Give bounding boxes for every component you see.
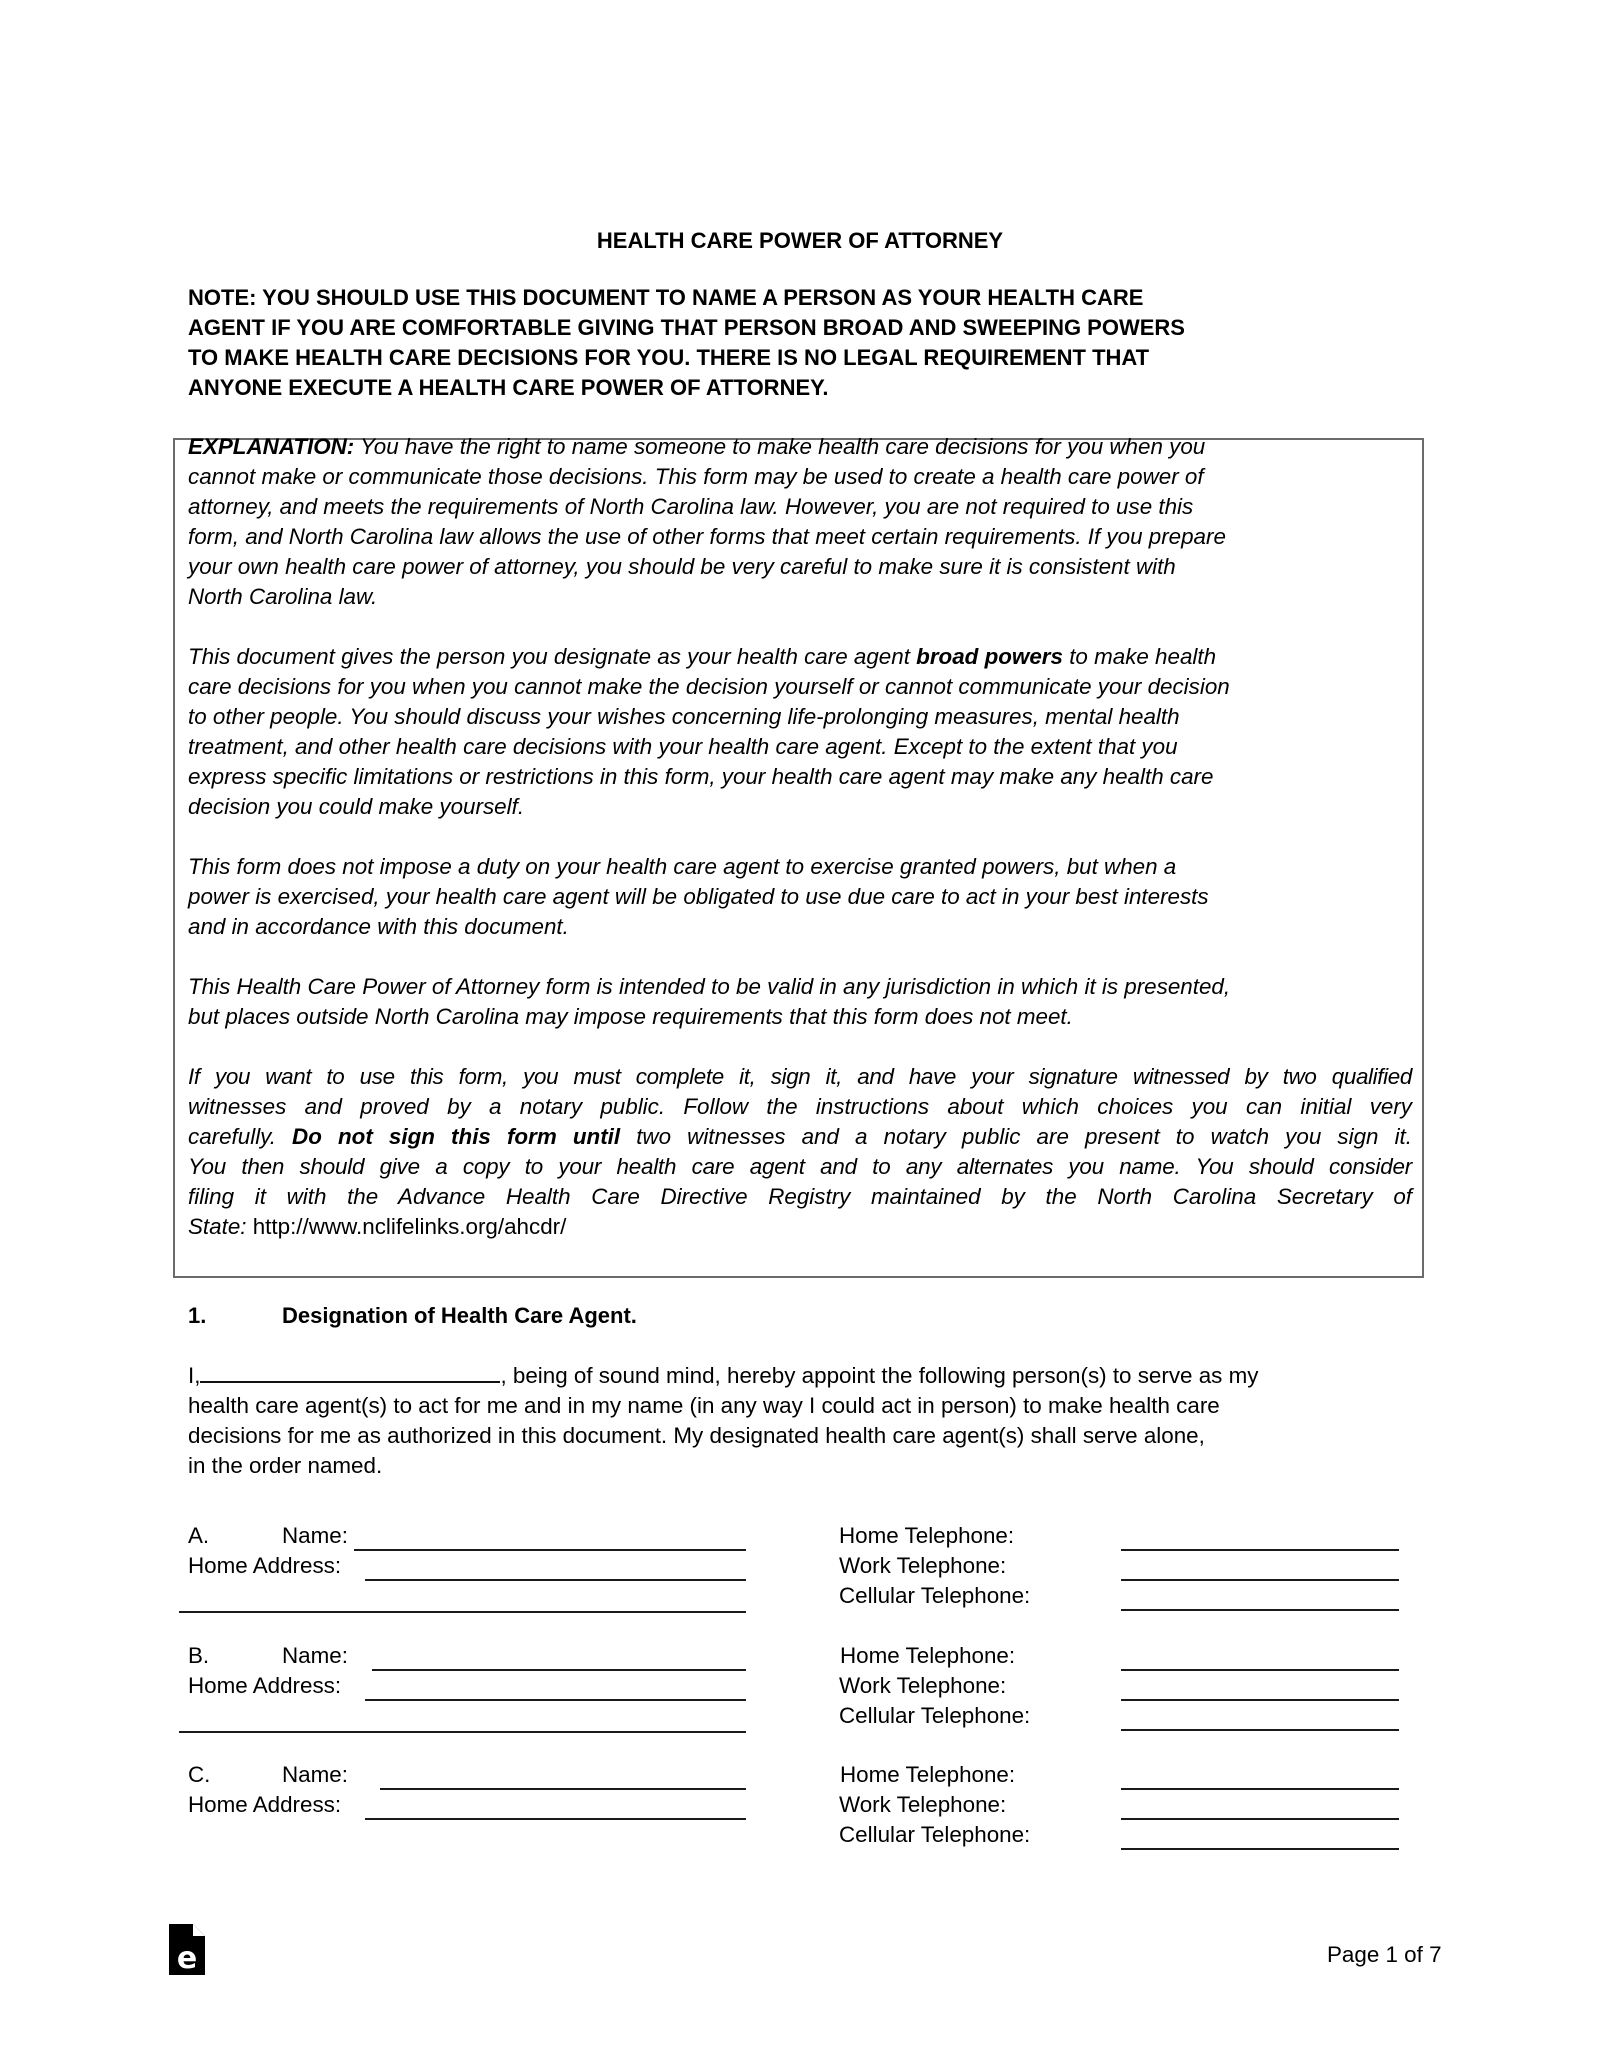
cellular-telephone-field[interactable] — [1121, 1848, 1399, 1850]
agent-address-field-line2[interactable] — [179, 1731, 746, 1733]
explanation-line: and in accordance with this document. — [188, 914, 569, 939]
agent-name-label: Name: — [282, 1643, 348, 1668]
agent-address-label: Home Address: — [188, 1792, 342, 1817]
explanation-line: You have the right to name someone to make health care decisions for you when you — [354, 434, 1206, 459]
broad-powers-emphasis: broad powers — [916, 644, 1063, 669]
explanation-line: If you want to use this form, you must complete it, sign it, and have your signature witnessed by two qualified — [188, 1064, 1412, 1089]
cellular-telephone-field[interactable] — [1121, 1609, 1399, 1611]
explanation-line: to other people. You should discuss your wishes concerning life-prolonging measures, mental health — [188, 704, 1180, 729]
explanation-line: decision you could make yourself. — [188, 794, 525, 819]
home-telephone-label: Home Telephone: — [839, 1523, 1015, 1548]
explanation-text-run: to make health — [1062, 644, 1217, 669]
agent-name-label: Name: — [282, 1523, 348, 1548]
work-telephone-field[interactable] — [1121, 1579, 1399, 1581]
agent-name-field[interactable] — [372, 1669, 746, 1671]
explanation-line: You then should give a copy to your health care agent and to any alternates you name. You should consider — [188, 1154, 1412, 1179]
home-telephone-label: Home Telephone: — [840, 1762, 1016, 1787]
note-line: NOTE: YOU SHOULD USE THIS DOCUMENT TO NAME A PERSON AS YOUR HEALTH CARE — [188, 285, 1144, 310]
designation-line: health care agent(s) to act for me and in my name (in any way I could act in person) to make health care — [188, 1393, 1220, 1418]
svg-text:e: e — [176, 1941, 198, 1975]
note-line: ANYONE EXECUTE A HEALTH CARE POWER OF ATTORNEY. — [188, 375, 829, 400]
note-line: AGENT IF YOU ARE COMFORTABLE GIVING THAT PERSON BROAD AND SWEEPING POWERS — [188, 315, 1185, 340]
cellular-telephone-label: Cellular Telephone: — [839, 1703, 1031, 1728]
document-title: HEALTH CARE POWER OF ATTORNEY — [596, 228, 1004, 253]
work-telephone-field[interactable] — [1121, 1818, 1399, 1820]
explanation-line: attorney, and meets the requirements of North Carolina law. However, you are not required to use this — [188, 494, 1194, 519]
agent-name-field[interactable] — [380, 1788, 746, 1790]
explanation-line: form, and North Carolina law allows the use of other forms that meet certain requirements. If you prepare — [188, 524, 1226, 549]
explanation-line: filing it with the Advance Health Care Directive Registry maintained by the North Carolina Secretary of — [188, 1184, 1412, 1209]
work-telephone-label: Work Telephone: — [839, 1792, 1007, 1817]
cellular-telephone-label: Cellular Telephone: — [839, 1822, 1031, 1847]
home-telephone-field[interactable] — [1121, 1788, 1399, 1790]
agent-address-field[interactable] — [365, 1579, 746, 1581]
designation-line: in the order named. — [188, 1453, 383, 1478]
explanation-line: This form does not impose a duty on your health care agent to exercise granted powers, but when a — [188, 854, 1177, 879]
explanation-text-run: two witnesses and a notary public are present to watch you sign it. — [620, 1124, 1412, 1149]
agent-letter: C. — [188, 1762, 211, 1787]
home-telephone-field[interactable] — [1121, 1669, 1399, 1671]
section-number: 1. — [188, 1303, 207, 1328]
agent-address-field[interactable] — [365, 1818, 746, 1820]
explanation-label: EXPLANATION: — [188, 434, 355, 459]
home-telephone-label: Home Telephone: — [840, 1643, 1016, 1668]
explanation-line: witnesses and proved by a notary public. Follow the instructions about which choices you can initial very — [188, 1094, 1412, 1119]
agent-address-field[interactable] — [365, 1699, 746, 1701]
designation-line: decisions for me as authorized in this document. My designated health care agent(s) shall serve alone, — [188, 1423, 1205, 1448]
cellular-telephone-label: Cellular Telephone: — [839, 1583, 1031, 1608]
work-telephone-label: Work Telephone: — [839, 1553, 1007, 1578]
cellular-telephone-field[interactable] — [1121, 1729, 1399, 1731]
explanation-line: but places outside North Carolina may impose requirements that this form does not meet. — [188, 1004, 1073, 1029]
explanation-text-run: carefully. — [188, 1124, 293, 1149]
designation-text-run: , being of sound mind, hereby appoint the following person(s) to serve as my — [500, 1363, 1259, 1388]
home-telephone-field[interactable] — [1121, 1549, 1399, 1551]
explanation-text-run: This document gives the person you designate as your health care agent — [188, 644, 917, 669]
explanation-line: This Health Care Power of Attorney form is intended to be valid in any jurisdiction in which it is presented, — [188, 974, 1231, 999]
work-telephone-field[interactable] — [1121, 1699, 1399, 1701]
explanation-line: care decisions for you when you cannot make the decision yourself or cannot communicate your decision — [188, 674, 1230, 699]
explanation-line: express specific limitations or restrictions in this form, your health care agent may make any health care — [188, 764, 1214, 789]
document-e-logo-icon — [169, 1924, 205, 1975]
explanation-line: cannot make or communicate those decisions. This form may be used to create a health care power of — [188, 464, 1204, 489]
work-telephone-label: Work Telephone: — [839, 1673, 1007, 1698]
agent-name-label: Name: — [282, 1762, 348, 1787]
registry-link[interactable]: http://www.nclifelinks.org/ahcdr/ — [252, 1214, 567, 1239]
agent-address-label: Home Address: — [188, 1673, 342, 1698]
explanation-text-run: State: — [188, 1214, 253, 1239]
section-title: Designation of Health Care Agent. — [282, 1303, 637, 1328]
page-number: Page 1 of 7 — [1327, 1942, 1442, 1967]
explanation-line: treatment, and other health care decisions with your health care agent. Except to the extent that you — [188, 734, 1178, 759]
do-not-sign-emphasis: Do not sign this form until — [292, 1124, 621, 1149]
agent-name-field[interactable] — [354, 1549, 746, 1551]
designation-text-run: I, — [188, 1363, 201, 1388]
agent-address-label: Home Address: — [188, 1553, 342, 1578]
note-line: TO MAKE HEALTH CARE DECISIONS FOR YOU. THERE IS NO LEGAL REQUIREMENT THAT — [188, 345, 1150, 370]
explanation-line: power is exercised, your health care agent will be obligated to use due care to act in your best interests — [188, 884, 1209, 909]
agent-letter: B. — [188, 1643, 210, 1668]
agent-address-field-line2[interactable] — [179, 1611, 746, 1613]
agent-letter: A. — [188, 1523, 210, 1548]
explanation-line: your own health care power of attorney, you should be very careful to make sure it is consistent with — [188, 554, 1176, 579]
explanation-line: North Carolina law. — [188, 584, 378, 609]
